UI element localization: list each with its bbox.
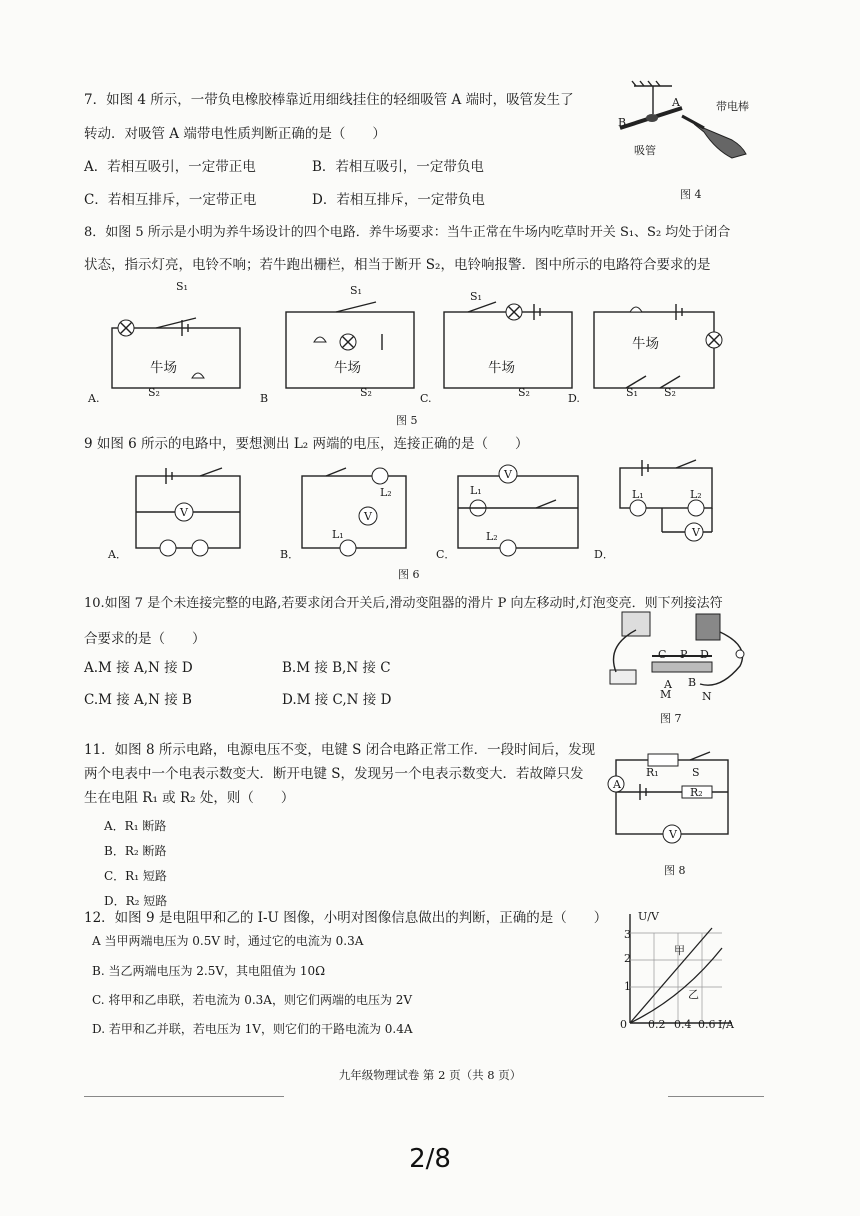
fig5d-farm-label: 牛场: [632, 336, 659, 352]
fig5-option-a: A.: [88, 392, 100, 405]
q11-option-b: B．R₂ 断路: [104, 844, 167, 858]
fig9-yi: 乙: [688, 988, 699, 1001]
q8-stem-line2: 状态，指示灯亮，电铃不响；若牛跑出栅栏，相当于断开 S₂，电铃响报警．图中所示的电路符合要求的是: [84, 257, 711, 273]
q10-option-d: D.M 接 C,N 接 D: [282, 692, 392, 708]
fig9-xtick-02: 0.2: [648, 1018, 666, 1031]
fig5-option-c: C.: [420, 392, 432, 405]
fig5-caption: 图 5: [396, 414, 418, 427]
fig9-ytick-1: 1: [624, 980, 631, 993]
fig9-xlabel: I/A: [718, 1018, 734, 1031]
fig6c-l2: L₂: [486, 530, 498, 543]
fig7-label-b: B: [688, 676, 697, 689]
q11-option-a: A．R₁ 断路: [104, 819, 167, 833]
fig7-label-m: M: [660, 688, 672, 701]
fig8-s: S: [692, 766, 700, 779]
fig5c-s2: S₂: [518, 386, 530, 399]
fig6b-voltmeter: V: [364, 510, 372, 523]
q10-option-b: B.M 接 B,N 接 C: [282, 660, 391, 676]
fig9-ytick-2: 2: [624, 952, 631, 965]
q7-option-c: C．若相互排斥，一定带正电: [84, 192, 257, 208]
fig5c-farm-label: 牛场: [488, 360, 515, 376]
fig5b-s1: S₁: [350, 284, 362, 297]
q7-option-b: B．若相互吸引，一定带负电: [312, 159, 484, 175]
fig5a-s2: S₂: [148, 386, 160, 399]
q8-stem-line1: 8．如图 5 所示是小明为养牛场设计的四个电路．养牛场要求：当牛正常在牛场内吃草时开关 S₁、S₂ 均处于闭合: [84, 225, 731, 240]
q11-stem-line2: 两个电表中一个电表示数变大．断开电键 S，发现另一个电表示数变大．若故障只发: [84, 766, 584, 782]
fig6d-voltmeter: V: [692, 526, 700, 539]
fig5d-s1: S₁: [626, 386, 638, 399]
scan-mark-right: [668, 1096, 764, 1097]
fig8-ammeter: A: [613, 778, 621, 791]
q10-stem-line1: 10.如图 7 是个未连接完整的电路,若要求闭合开关后,滑动变阻器的滑片 P 向左移动时,灯泡变亮．则下列接法符: [84, 596, 723, 611]
fig9-jia: 甲: [674, 944, 685, 957]
q7-option-d: D．若相互排斥，一定带负电: [312, 192, 485, 208]
q9-stem: 9 如图 6 所示的电路中，要想测出 L₂ 两端的电压，连接正确的是（ ）: [84, 436, 529, 452]
fig9-ylabel: U/V: [638, 910, 659, 923]
figure-4-diagram: [612, 80, 762, 190]
q12-option-c: C. 将甲和乙串联，若电流为 0.3A，则它们两端的电压为 2V: [92, 993, 413, 1007]
fig5c-s1: S₁: [470, 290, 482, 303]
fig7-label-a: A: [664, 678, 672, 691]
fig8-caption: 图 8: [664, 864, 686, 877]
fig9-ytick-3: 3: [624, 928, 631, 941]
q10-option-c: C.M 接 A,N 接 B: [84, 692, 192, 708]
fig9-xtick-06: 0.6: [698, 1018, 716, 1031]
fig6a-voltmeter: V: [180, 506, 188, 519]
fig8-voltmeter: V: [669, 828, 677, 841]
fig5-option-b: B: [260, 392, 269, 405]
figure-8-circuit: [612, 752, 732, 838]
q11-option-c: C．R₁ 短路: [104, 869, 167, 883]
fig8-r1: R₁: [646, 766, 659, 779]
fig7-label-n: N: [702, 690, 712, 703]
fig6c-l1: L₁: [470, 484, 482, 497]
fig8-r2: R₂: [690, 786, 703, 799]
fig9-xtick-04: 0.4: [674, 1018, 692, 1031]
fig5b-farm-label: 牛场: [334, 360, 361, 376]
fig6-caption: 图 6: [398, 568, 420, 581]
q10-option-a: A.M 接 A,N 接 D: [84, 660, 193, 676]
q7-stem-line1: 7．如图 4 所示，一带负电橡胶棒靠近用细线挂住的轻细吸管 A 端时，吸管发生了: [84, 92, 574, 108]
q11-option-d: D．R₂ 短路: [104, 894, 168, 908]
fig6d-l1: L₁: [632, 488, 644, 501]
fig5a-farm-label: 牛场: [150, 360, 177, 376]
q12-option-b: B. 当乙两端电压为 2.5V，其电阻值为 10Ω: [92, 964, 326, 978]
q11-stem-line3: 生在电阻 R₁ 或 R₂ 处，则（ ）: [84, 790, 295, 806]
q12-stem: 12．如图 9 是电阻甲和乙的 I-U 图像，小明对图像信息做出的判断，正确的是（ ）: [84, 910, 608, 926]
fig6b-l2: L₂: [380, 486, 392, 499]
fig5d-s2: S₂: [664, 386, 676, 399]
fig4-rod-label: 带电棒: [716, 100, 749, 113]
fig7-label-d: D: [700, 648, 709, 661]
fig6-option-d: D．: [594, 548, 614, 561]
q7-stem-line2: 转动．对吸管 A 端带电性质判断正确的是（ ）: [84, 126, 386, 142]
fig9-xtick-0: 0: [620, 1018, 627, 1031]
fig7-label-c: C: [658, 648, 667, 661]
fig7-label-p: P: [680, 648, 688, 661]
fig4-label-a: A: [672, 96, 680, 109]
fig6-option-a: A．: [108, 548, 127, 561]
fig4-caption: 图 4: [680, 188, 702, 201]
fig4-tube-label: 吸管: [634, 144, 656, 157]
q11-stem-line1: 11．如图 8 所示电路，电源电压不变，电键 S 闭合电路正常工作．一段时间后，发现: [84, 742, 596, 758]
q12-option-d: D. 若甲和乙并联，若电压为 1V，则它们的干路电流为 0.4A: [92, 1022, 413, 1036]
fig7-caption: 图 7: [660, 712, 682, 725]
fig6c-voltmeter: V: [504, 468, 512, 481]
figure-6-circuits: [116, 460, 716, 560]
fig5b-s2: S₂: [360, 386, 372, 399]
page-number: 2/8: [409, 1144, 451, 1174]
fig5a-s1: S₁: [176, 280, 188, 293]
fig5-option-d: D.: [568, 392, 580, 405]
fig6d-l2: L₂: [690, 488, 702, 501]
q10-stem-line2: 合要求的是（ ）: [84, 631, 206, 647]
page-footer: 九年级物理试卷 第 2 页（共 8 页）: [338, 1068, 522, 1082]
scan-mark-left: [84, 1096, 284, 1097]
q7-option-a: A．若相互吸引，一定带正电: [84, 159, 256, 175]
fig4-label-b: B: [618, 116, 627, 129]
fig6-option-b: B．: [280, 548, 300, 561]
fig6b-l1: L₁: [332, 528, 344, 541]
q12-option-a: A 当甲两端电压为 0.5V 时，通过它的电流为 0.3A: [92, 934, 364, 948]
fig6-option-c: C．: [436, 548, 456, 561]
